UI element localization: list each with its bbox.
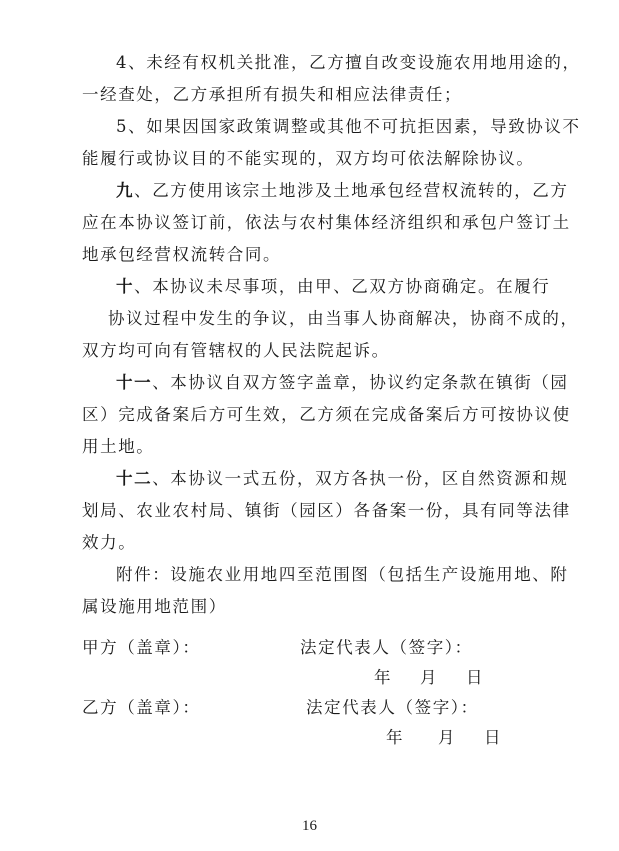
clause-12-line-2: 划局、农业农村局、镇街（园区）各备案一份，具有同等法律 <box>82 501 571 520</box>
clause-5-line-2: 能履行或协议目的不能实现的，双方均可依法解除协议。 <box>82 149 535 168</box>
party-a-seal-label: 甲方（盖章）： <box>82 638 201 657</box>
clause-10-line-3: 双方均可向有管辖权的人民法院起诉。 <box>82 341 390 360</box>
clause-11-line-2: 区）完成备案后方可生效，乙方须在完成备案后方可按协议使 <box>82 405 571 424</box>
clause-4-line-2: 一经查处，乙方承担所有损失和相应法律责任； <box>82 85 463 104</box>
party-b-date-month: 月 <box>438 728 457 747</box>
clause-12-line-3: 效力。 <box>82 533 137 552</box>
party-b-seal-label: 乙方（盖章）： <box>82 698 201 717</box>
party-a-date-year: 年 <box>374 668 393 687</box>
clause-9-text: 、乙方使用该宗土地涉及土地承包经营权流转的，乙方 <box>134 181 569 200</box>
clause-9-line-3: 地承包经营权流转合同。 <box>82 245 282 264</box>
party-b-representative-label: 法定代表人（签字）： <box>306 698 479 717</box>
clause-9-heading: 九 <box>116 181 135 200</box>
clause-11-heading: 十一 <box>116 373 153 392</box>
attachment-line-1: 附件：设施农业用地四至范围图（包括生产设施用地、附 <box>116 565 569 584</box>
page-number: 16 <box>302 818 317 834</box>
party-a-date-month: 月 <box>420 668 439 687</box>
party-a-representative-label: 法定代表人（签字）： <box>300 638 473 657</box>
clause-9-line-2: 应在本协议签订前，依法与农村集体经济组织和承包户签订土 <box>82 213 571 232</box>
clause-11-line-3: 用土地。 <box>82 437 155 456</box>
clause-12-text: 、本协议一式五份，双方各执一份，区自然资源和规 <box>152 469 569 488</box>
clause-5-line-1: 5、如果因国家政策调整或其他不可抗拒因素，导致协议不 <box>116 117 581 136</box>
clause-12-heading: 十二 <box>116 469 153 488</box>
party-b-date-year: 年 <box>386 728 405 747</box>
clause-10-line-1 <box>116 277 551 296</box>
clause-11-text: 、本协议自双方签字盖章，协议约定条款在镇街（园 <box>152 373 569 392</box>
party-a-date-day: 日 <box>466 668 485 687</box>
clause-9-line-1 <box>116 181 569 200</box>
clause-11-line-1 <box>116 373 569 392</box>
clause-10-text: 、本协议未尽事项，由甲、乙双方协商确定。在履行 <box>134 277 551 296</box>
clause-10-heading: 十 <box>116 277 135 296</box>
attachment-line-2: 属设施用地范围） <box>82 597 227 616</box>
party-b-date-day: 日 <box>484 728 503 747</box>
clause-4-line-1: 4、未经有权机关批准，乙方擅自改变设施农用地用途的， <box>116 53 581 72</box>
clause-12-line-1 <box>116 469 569 488</box>
clause-10-line-2: 协议过程中发生的争议，由当事人协商解决，协商不成的， <box>108 309 579 328</box>
